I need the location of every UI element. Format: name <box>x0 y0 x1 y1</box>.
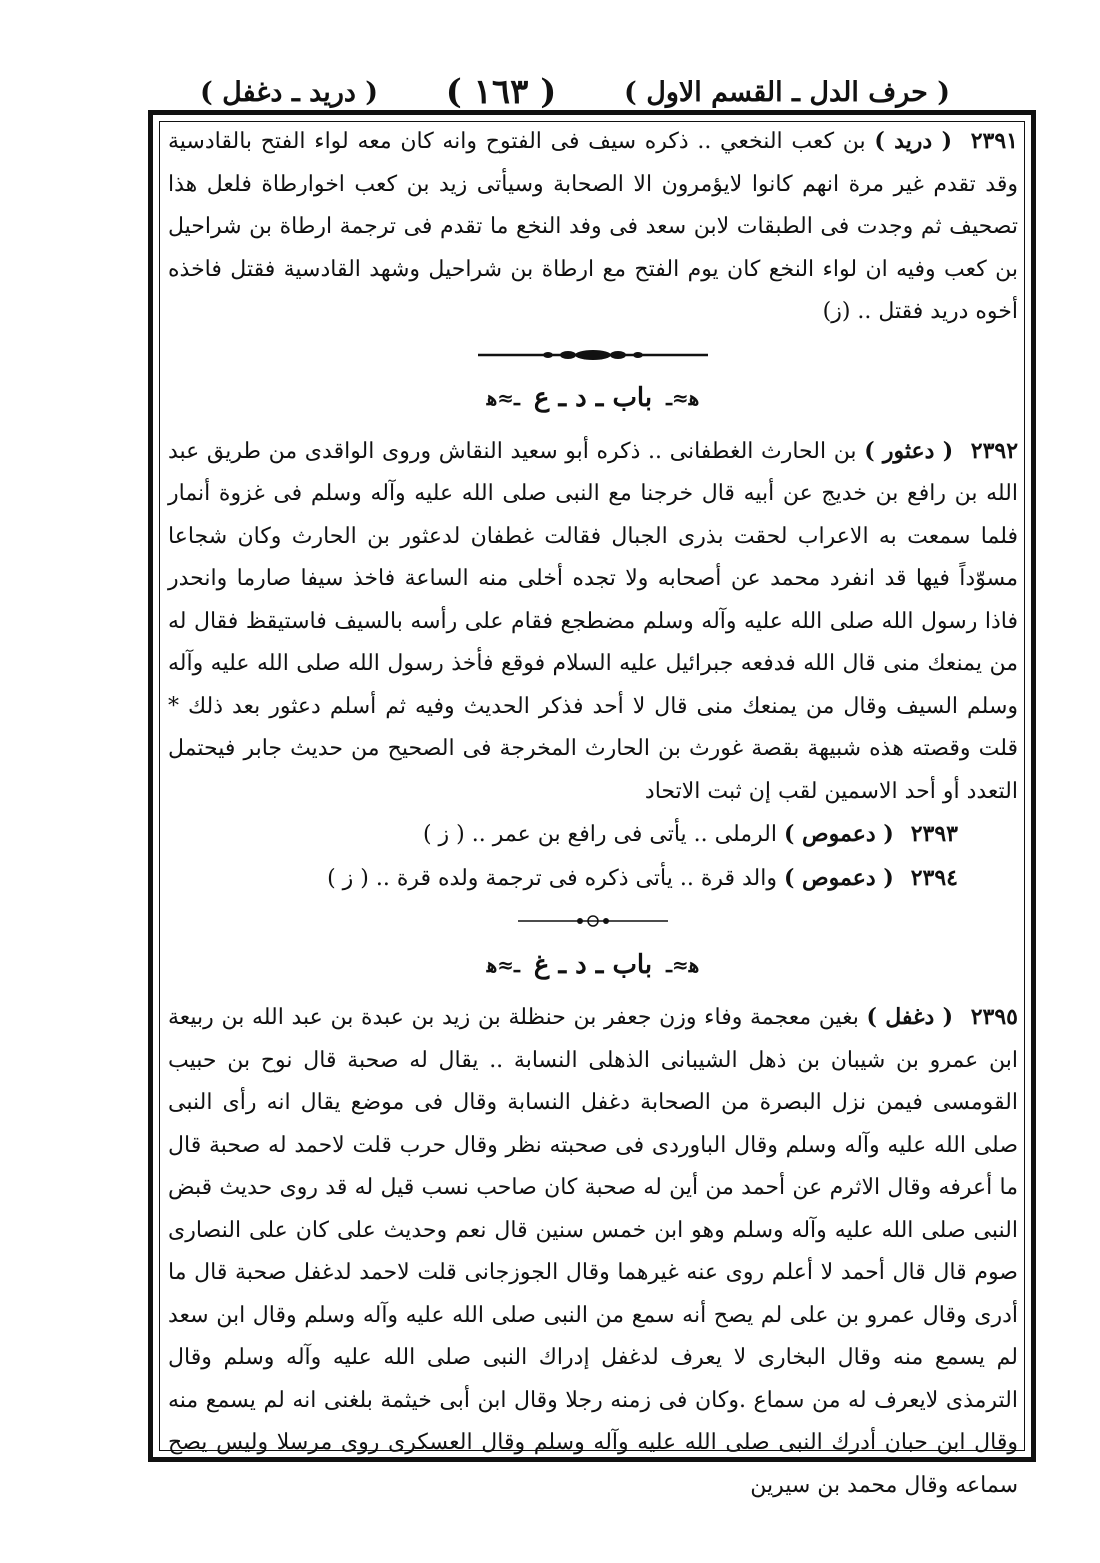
flourish-right-icon: ـ≈ﮬ <box>486 386 520 411</box>
flourish-left-icon: ﮬ≈ـ <box>666 386 700 411</box>
section-divider <box>168 334 1018 376</box>
running-head <box>200 70 950 114</box>
chapter-title: باب ـ د ـ ع <box>533 383 653 414</box>
entry-2395 <box>168 996 1018 1507</box>
entry-text: الرملى .. يأتى فى رافع بن عمر .. ( ز ) <box>422 822 777 847</box>
page-content <box>168 120 1019 1498</box>
flourish-left-icon: ﮬ≈ـ <box>666 952 700 977</box>
divider-ornament-icon <box>478 347 708 363</box>
entry-number: ٢٣٩٢ <box>970 437 1019 464</box>
chapter-title: باب ـ د ـ غ <box>533 949 653 980</box>
entry-name: ( دعثور ) <box>864 437 954 464</box>
divider-ornament-icon <box>518 913 668 929</box>
flourish-right-icon: ـ≈ﮬ <box>486 952 520 977</box>
header-section-title: ( حرف الدل ـ القسم الاول ) <box>624 76 950 108</box>
entry-number: ٢٣٩٤ <box>910 864 958 891</box>
entry-text: بن الحارث الغطفانى .. ذكره أبو سعيد النقاش وروى الواقدى من طريق عبد الله بن رافع بن خديج عن أبيه قال خرجنا مع النبى صلى الله عليه وآله وسلم فى غزوة أنمار فلما سمعت به الاعراب لحقت بذرى الجبال فقالت غطفان لدعثور بن الحارث وكان شجاعا مسوّداً فيها قد انفرد محمد عن أصحابه ولا تجده أخلى منه الساعة فاخذ سيفا صارما وانحدر فاذا رسول الله صلى الله عليه وآله وسلم مضطجع فقام على رأسه بالسيف فاستيقظ فقال له من يمنعك منى قال الله فدفعه جبرائيل عليه السلام فوقع فأخذ رسول الله صلى الله عليه وآله وسلم السيف وقال من يمنعك منى قال لا أحد فذكر الحديث وفيه ثم أسلم دعثور بعد ذلك * قلت وقصته هذه شبيهة بقصة غورث بن الحارث المخرجة فى الصحيح من حديث جابر فيحتمل التعدد أو أحد الاسمين لقب إن ثبت الاتحاد <box>168 438 1018 804</box>
entry-2394 <box>168 857 1018 901</box>
entry-2392 <box>168 430 1018 814</box>
entry-number: ٢٣٩٥ <box>970 1004 1018 1030</box>
entry-name: ( دعموص ) <box>783 821 894 847</box>
entry-text: بغين معجمة وفاء وزن جعفر بن حنظلة بن زيد بن عبدة بن عبد الله بن ربيعة ابن عمرو بن شيبان بن ذهل الشيبانى الذهلى النسابة .. يقال له صحبة قال نوح بن حبيب القومسى فيمن نزل البصرة من الصحابة دغفل النسابة وقال فى موضع يقال انه رأى النبى صلى الله عليه وآله وسلم وقال الباوردى فى صحبته نظر وقال حرب قلت لاحمد له صحبة قال ما أعرفه وقال الاثرم عن أحمد من أين له صحبة كان صاحب نسب قيل له قد روى حديث قبض النبى صلى الله عليه وآله وسلم وهو ابن خمس سنين قال نعم وحديث على كان على النصارى صوم قال قال أحمد لا أعلم روى عنه غيرهما وقال الجوزجانى قلت لاحمد لدغفل صحبة قال ما أدرى وقال عمرو بن على لم يصح أنه سمع من النبى صلى الله عليه وآله وسلم وقال ابن سعد لم يسمع منه وقال البخارى لا يعرف لدغفل إدراك النبى صلى الله عليه وآله وسلم وقال الترمذى لايعرف له من سماع .وكان فى زمنه رجلا وقال ابن أبى خيثمة بلغنى انه لم يسمع منه وقال ابن حبان أدرك النبى صلى الله عليه وآله وسلم وقال العسكرى روى مرسلا وليس يصح سماعه وقال محمد بن سيرين <box>168 1005 1018 1498</box>
entry-text: والد قرة .. يأتى ذكره فى ترجمة ولده قرة .. ( ز ) <box>327 865 777 891</box>
entry-name: ( دريد ) <box>874 128 953 154</box>
entry-2393 <box>168 813 1018 857</box>
entry-name: ( دغفل ) <box>866 1004 954 1030</box>
chapter-heading <box>168 376 1018 422</box>
chapter-heading <box>168 942 1018 988</box>
entry-number: ٢٣٩٣ <box>910 821 958 847</box>
entry-number: ٢٣٩١ <box>970 128 1018 154</box>
entry-name: ( دعموص ) <box>783 864 894 891</box>
page-number: ( ١٦٣ ) <box>445 72 557 112</box>
header-entry-range: ( دريد ـ دغفل ) <box>200 76 379 108</box>
entry-2391 <box>168 120 1018 334</box>
section-divider <box>168 900 1018 942</box>
entry-text: بن كعب النخعي .. ذكره سيف فى الفتوح وانه كان معه لواء الفتح بالقادسية وقد تقدم غير مرة انهم كانوا لايؤمرون الا الصحابة وسيأتى زيد بن كعب اخوارطاة فلعل هذا تصحيف ثم وجدت فى الطبقات لابن سعد فى وفد النخع ما تقدم فى ترجمة ارطاة بن شراحيل بن كعب وفيه ان لواء النخع كان يوم الفتح مع ارطاة بن شراحيل وشهد القادسية فقتل فاخذه أخوه دريد فقتل .. (ز) <box>168 129 1018 324</box>
